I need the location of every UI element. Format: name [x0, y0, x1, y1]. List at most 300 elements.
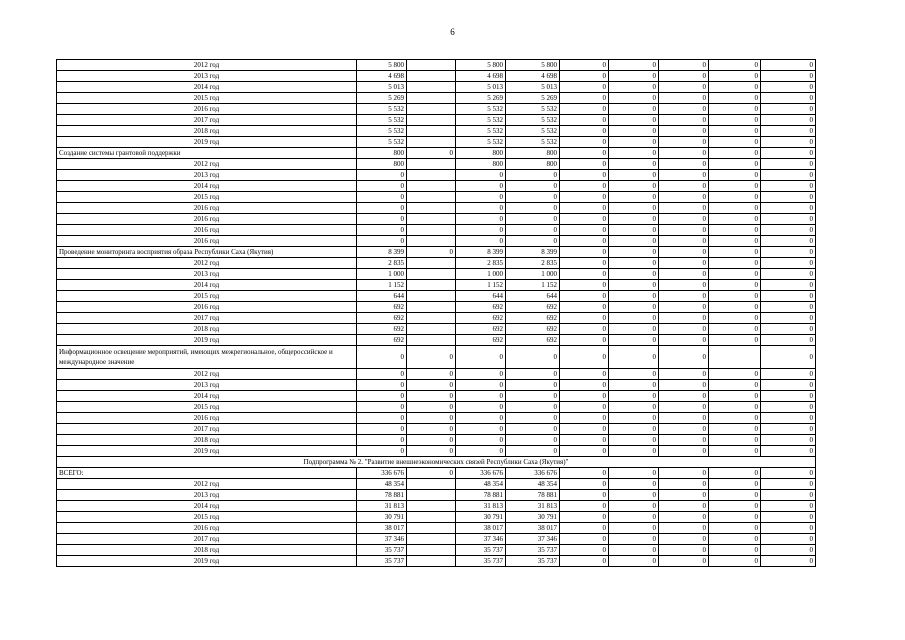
cell-value: 0 — [609, 313, 659, 324]
cell-value: 0 — [761, 258, 816, 269]
cell-value: 0 — [407, 247, 456, 258]
cell-value: 37 346 — [357, 534, 407, 545]
cell-value: 30 791 — [456, 512, 506, 523]
cell-value: 5 800 — [506, 60, 560, 71]
cell-value: 0 — [506, 225, 560, 236]
cell-value: 0 — [709, 148, 761, 159]
cell-value: 0 — [761, 291, 816, 302]
cell-value: 0 — [659, 225, 709, 236]
cell-value: 0 — [609, 468, 659, 479]
table-row — [57, 501, 816, 512]
cell-value: 0 — [659, 60, 709, 71]
cell-value: 0 — [609, 291, 659, 302]
cell-value: 0 — [560, 313, 609, 324]
cell-value: 0 — [761, 446, 816, 457]
cell-value: 0 — [709, 247, 761, 258]
cell-value: 0 — [456, 214, 506, 225]
cell-value: 0 — [609, 556, 659, 567]
cell-value: 0 — [761, 115, 816, 126]
cell-value: 0 — [560, 335, 609, 346]
cell-value: 0 — [506, 413, 560, 424]
table-row — [57, 181, 816, 192]
cell-value: 692 — [506, 302, 560, 313]
cell-value: 0 — [609, 126, 659, 137]
cell-value: 0 — [709, 280, 761, 291]
year-label: 2017 год — [57, 115, 357, 126]
cell-value: 0 — [609, 192, 659, 203]
table-row — [57, 192, 816, 203]
row-label: Проведение мониторинга восприятия образа Республики Саха (Якутия) — [57, 247, 357, 258]
year-label: 2016 год — [57, 214, 357, 225]
cell-value: 35 737 — [456, 556, 506, 567]
cell-value: 1 000 — [357, 269, 407, 280]
table-row — [57, 159, 816, 170]
cell-value: 0 — [506, 424, 560, 435]
year-label: 2015 год — [57, 93, 357, 104]
cell-value: 0 — [761, 523, 816, 534]
year-label: 2018 год — [57, 545, 357, 556]
cell-value: 0 — [709, 324, 761, 335]
cell-value: 336 676 — [456, 468, 506, 479]
table-row — [57, 523, 816, 534]
cell-value: 0 — [357, 192, 407, 203]
cell-value: 37 346 — [506, 534, 560, 545]
cell-value — [407, 545, 456, 556]
cell-value: 0 — [506, 446, 560, 457]
cell-value: 0 — [709, 115, 761, 126]
cell-value: 0 — [609, 93, 659, 104]
year-label: 2015 год — [57, 291, 357, 302]
cell-value: 0 — [659, 71, 709, 82]
table-row — [57, 346, 816, 369]
cell-value: 0 — [709, 490, 761, 501]
cell-value: 0 — [659, 490, 709, 501]
cell-value: 0 — [709, 413, 761, 424]
cell-value: 5 269 — [456, 93, 506, 104]
table-row — [57, 380, 816, 391]
cell-value: 0 — [560, 446, 609, 457]
cell-value: 0 — [761, 269, 816, 280]
cell-value: 0 — [659, 192, 709, 203]
cell-value: 0 — [761, 148, 816, 159]
cell-value: 0 — [456, 424, 506, 435]
cell-value: 8 399 — [357, 247, 407, 258]
cell-value: 0 — [709, 203, 761, 214]
cell-value — [407, 556, 456, 567]
cell-value: 0 — [761, 159, 816, 170]
cell-value: 0 — [709, 236, 761, 247]
cell-value: 0 — [560, 159, 609, 170]
cell-value — [407, 181, 456, 192]
cell-value: 0 — [709, 225, 761, 236]
cell-value: 0 — [357, 225, 407, 236]
year-label: 2016 год — [57, 523, 357, 534]
cell-value: 0 — [407, 468, 456, 479]
cell-value: 5 532 — [506, 104, 560, 115]
cell-value: 0 — [761, 236, 816, 247]
cell-value: 0 — [506, 391, 560, 402]
cell-value: 0 — [709, 468, 761, 479]
table-body — [57, 60, 816, 567]
cell-value: 0 — [709, 214, 761, 225]
cell-value: 2 835 — [506, 258, 560, 269]
cell-value — [407, 313, 456, 324]
year-label: 2016 год — [57, 413, 357, 424]
cell-value — [407, 115, 456, 126]
cell-value: 5 532 — [456, 126, 506, 137]
cell-value: 0 — [456, 402, 506, 413]
cell-value: 0 — [709, 369, 761, 380]
cell-value: 0 — [357, 391, 407, 402]
cell-value: 48 354 — [506, 479, 560, 490]
cell-value — [407, 512, 456, 523]
cell-value: 0 — [709, 302, 761, 313]
cell-value: 0 — [407, 446, 456, 457]
cell-value: 0 — [761, 534, 816, 545]
cell-value: 0 — [659, 380, 709, 391]
cell-value: 0 — [709, 126, 761, 137]
cell-value: 0 — [659, 104, 709, 115]
table-row — [57, 446, 816, 457]
table-row — [57, 137, 816, 148]
cell-value: 0 — [456, 203, 506, 214]
year-label: 2014 год — [57, 82, 357, 93]
cell-value: 0 — [560, 170, 609, 181]
cell-value: 0 — [709, 82, 761, 93]
cell-value: 35 737 — [506, 545, 560, 556]
cell-value: 0 — [709, 391, 761, 402]
row-label: Создание системы грантовой поддержки — [57, 148, 357, 159]
cell-value: 0 — [709, 258, 761, 269]
cell-value: 0 — [357, 181, 407, 192]
cell-value: 0 — [709, 313, 761, 324]
year-label: 2012 год — [57, 159, 357, 170]
cell-value: 0 — [560, 192, 609, 203]
cell-value: 0 — [506, 380, 560, 391]
cell-value — [407, 236, 456, 247]
cell-value: 0 — [560, 236, 609, 247]
cell-value: 5 532 — [357, 104, 407, 115]
cell-value: 0 — [560, 203, 609, 214]
cell-value: 0 — [357, 236, 407, 247]
cell-value: 0 — [560, 523, 609, 534]
cell-value: 0 — [560, 402, 609, 413]
cell-value: 0 — [560, 346, 609, 369]
cell-value: 0 — [659, 534, 709, 545]
cell-value: 0 — [407, 435, 456, 446]
cell-value: 0 — [609, 413, 659, 424]
cell-value: 5 532 — [357, 126, 407, 137]
year-label: 2012 год — [57, 258, 357, 269]
year-label: 2019 год — [57, 446, 357, 457]
cell-value — [407, 324, 456, 335]
cell-value: 0 — [456, 346, 506, 369]
cell-value: 0 — [761, 545, 816, 556]
section-title: Подпрограмма № 2. "Развитие внешнеэкономических связей Республики Саха (Якутия)" — [57, 457, 816, 468]
cell-value: 0 — [709, 269, 761, 280]
year-label: 2013 год — [57, 490, 357, 501]
year-label: 2016 год — [57, 203, 357, 214]
cell-value: 0 — [709, 435, 761, 446]
year-label: 2012 год — [57, 479, 357, 490]
cell-value: 0 — [456, 181, 506, 192]
cell-value: 0 — [609, 346, 659, 369]
cell-value: 0 — [609, 490, 659, 501]
table-row — [57, 93, 816, 104]
year-label: 2015 год — [57, 402, 357, 413]
cell-value: 0 — [560, 93, 609, 104]
cell-value: 0 — [560, 369, 609, 380]
cell-value: 35 737 — [456, 545, 506, 556]
year-label: 2013 год — [57, 269, 357, 280]
cell-value: 644 — [357, 291, 407, 302]
cell-value: 0 — [659, 324, 709, 335]
cell-value: 692 — [357, 324, 407, 335]
cell-value: 0 — [357, 413, 407, 424]
cell-value — [407, 60, 456, 71]
cell-value: 35 737 — [357, 545, 407, 556]
cell-value: 0 — [506, 192, 560, 203]
cell-value: 1 152 — [506, 280, 560, 291]
cell-value: 0 — [609, 280, 659, 291]
cell-value: 0 — [456, 391, 506, 402]
cell-value: 0 — [560, 490, 609, 501]
cell-value: 800 — [506, 148, 560, 159]
cell-value: 0 — [560, 545, 609, 556]
year-label: 2018 год — [57, 126, 357, 137]
cell-value: 0 — [659, 369, 709, 380]
cell-value: 0 — [456, 369, 506, 380]
cell-value: 0 — [609, 391, 659, 402]
cell-value — [407, 523, 456, 534]
cell-value — [407, 203, 456, 214]
cell-value: 0 — [659, 446, 709, 457]
cell-value: 0 — [709, 534, 761, 545]
cell-value — [407, 490, 456, 501]
cell-value: 0 — [609, 104, 659, 115]
cell-value: 0 — [761, 280, 816, 291]
year-label: 2016 год — [57, 236, 357, 247]
cell-value: 5 532 — [357, 137, 407, 148]
cell-value: 0 — [456, 380, 506, 391]
cell-value: 5 013 — [456, 82, 506, 93]
row-label: Информационное освещение мероприятий, имеющих межрегиональное, общероссийское и международное значение — [57, 346, 357, 369]
year-label: 2013 год — [57, 380, 357, 391]
budget-table — [56, 59, 816, 567]
cell-value: 0 — [560, 380, 609, 391]
cell-value: 0 — [560, 302, 609, 313]
cell-value: 38 017 — [506, 523, 560, 534]
cell-value: 692 — [456, 335, 506, 346]
cell-value: 0 — [659, 214, 709, 225]
cell-value: 31 813 — [357, 501, 407, 512]
cell-value: 0 — [357, 203, 407, 214]
cell-value: 0 — [659, 247, 709, 258]
cell-value: 0 — [659, 126, 709, 137]
cell-value: 0 — [560, 479, 609, 490]
cell-value: 0 — [761, 225, 816, 236]
year-label: 2017 год — [57, 313, 357, 324]
cell-value: 0 — [609, 446, 659, 457]
table-row — [57, 313, 816, 324]
cell-value: 0 — [709, 512, 761, 523]
cell-value — [407, 501, 456, 512]
cell-value: 0 — [560, 225, 609, 236]
cell-value: 0 — [609, 523, 659, 534]
cell-value: 0 — [659, 479, 709, 490]
cell-value: 0 — [609, 302, 659, 313]
table-row — [57, 369, 816, 380]
cell-value: 0 — [560, 126, 609, 137]
cell-value: 0 — [456, 236, 506, 247]
year-label: 2018 год — [57, 324, 357, 335]
cell-value: 0 — [609, 335, 659, 346]
cell-value: 48 354 — [357, 479, 407, 490]
cell-value: 0 — [761, 181, 816, 192]
cell-value: 0 — [357, 380, 407, 391]
cell-value: 0 — [659, 302, 709, 313]
cell-value: 0 — [357, 424, 407, 435]
cell-value: 0 — [609, 60, 659, 71]
cell-value: 0 — [407, 380, 456, 391]
cell-value: 37 346 — [456, 534, 506, 545]
cell-value: 692 — [456, 313, 506, 324]
cell-value: 0 — [659, 313, 709, 324]
cell-value: 0 — [506, 236, 560, 247]
table-row — [57, 225, 816, 236]
cell-value: 0 — [506, 402, 560, 413]
cell-value: 0 — [761, 380, 816, 391]
cell-value: 0 — [609, 435, 659, 446]
cell-value: 2 835 — [357, 258, 407, 269]
cell-value: 48 354 — [456, 479, 506, 490]
cell-value: 0 — [761, 468, 816, 479]
year-label: 2019 год — [57, 335, 357, 346]
cell-value: 0 — [709, 446, 761, 457]
cell-value: 0 — [709, 159, 761, 170]
cell-value: 0 — [560, 181, 609, 192]
table-row — [57, 324, 816, 335]
cell-value: 0 — [506, 181, 560, 192]
cell-value: 0 — [761, 313, 816, 324]
cell-value: 0 — [456, 170, 506, 181]
cell-value: 5 532 — [506, 115, 560, 126]
cell-value: 5 013 — [506, 82, 560, 93]
cell-value — [407, 479, 456, 490]
cell-value: 800 — [357, 159, 407, 170]
cell-value — [407, 104, 456, 115]
cell-value: 0 — [761, 104, 816, 115]
cell-value: 5 532 — [357, 115, 407, 126]
cell-value: 692 — [357, 335, 407, 346]
cell-value: 0 — [560, 280, 609, 291]
cell-value: 0 — [659, 545, 709, 556]
cell-value: 0 — [609, 82, 659, 93]
cell-value: 0 — [659, 236, 709, 247]
cell-value: 0 — [407, 369, 456, 380]
table-row — [57, 391, 816, 402]
table-row — [57, 269, 816, 280]
cell-value: 2 835 — [456, 258, 506, 269]
cell-value: 0 — [609, 512, 659, 523]
cell-value: 0 — [659, 468, 709, 479]
cell-value: 35 737 — [506, 556, 560, 567]
cell-value: 0 — [659, 170, 709, 181]
cell-value — [407, 93, 456, 104]
cell-value: 0 — [761, 501, 816, 512]
cell-value: 4 698 — [357, 71, 407, 82]
cell-value: 0 — [659, 501, 709, 512]
cell-value: 0 — [659, 258, 709, 269]
cell-value: 0 — [761, 302, 816, 313]
cell-value: 5 532 — [456, 137, 506, 148]
cell-value: 0 — [761, 391, 816, 402]
cell-value: 0 — [609, 369, 659, 380]
cell-value: 0 — [761, 60, 816, 71]
cell-value — [407, 534, 456, 545]
cell-value: 0 — [456, 413, 506, 424]
cell-value: 0 — [659, 556, 709, 567]
cell-value: 0 — [659, 137, 709, 148]
cell-value: 0 — [560, 512, 609, 523]
cell-value: 0 — [407, 424, 456, 435]
cell-value: 1 152 — [456, 280, 506, 291]
table-row — [57, 534, 816, 545]
cell-value: 0 — [709, 380, 761, 391]
cell-value: 0 — [709, 93, 761, 104]
cell-value: 0 — [609, 545, 659, 556]
cell-value: 0 — [456, 192, 506, 203]
cell-value: 800 — [456, 148, 506, 159]
cell-value: 0 — [659, 435, 709, 446]
cell-value: 0 — [761, 490, 816, 501]
cell-value: 0 — [761, 369, 816, 380]
cell-value: 0 — [609, 214, 659, 225]
cell-value: 0 — [560, 247, 609, 258]
table-row — [57, 291, 816, 302]
cell-value: 0 — [456, 435, 506, 446]
year-label: 2018 год — [57, 435, 357, 446]
cell-value: 0 — [709, 402, 761, 413]
cell-value: 0 — [761, 82, 816, 93]
year-label: 2019 год — [57, 137, 357, 148]
cell-value: 0 — [761, 93, 816, 104]
table-row — [57, 280, 816, 291]
cell-value: 800 — [506, 159, 560, 170]
year-label: 2017 год — [57, 424, 357, 435]
cell-value: 0 — [560, 82, 609, 93]
year-label: 2014 год — [57, 391, 357, 402]
cell-value — [407, 71, 456, 82]
cell-value: 5 013 — [357, 82, 407, 93]
cell-value: 0 — [560, 214, 609, 225]
table-row — [57, 104, 816, 115]
cell-value — [407, 82, 456, 93]
table-row — [57, 479, 816, 490]
cell-value: 0 — [609, 247, 659, 258]
cell-value: 0 — [609, 424, 659, 435]
cell-value: 0 — [761, 324, 816, 335]
cell-value: 336 676 — [506, 468, 560, 479]
table-row — [57, 302, 816, 313]
cell-value: 0 — [659, 391, 709, 402]
table-row — [57, 82, 816, 93]
cell-value — [407, 137, 456, 148]
table-row — [57, 468, 816, 479]
cell-value: 1 000 — [506, 269, 560, 280]
cell-value: 0 — [560, 391, 609, 402]
cell-value: 0 — [609, 402, 659, 413]
